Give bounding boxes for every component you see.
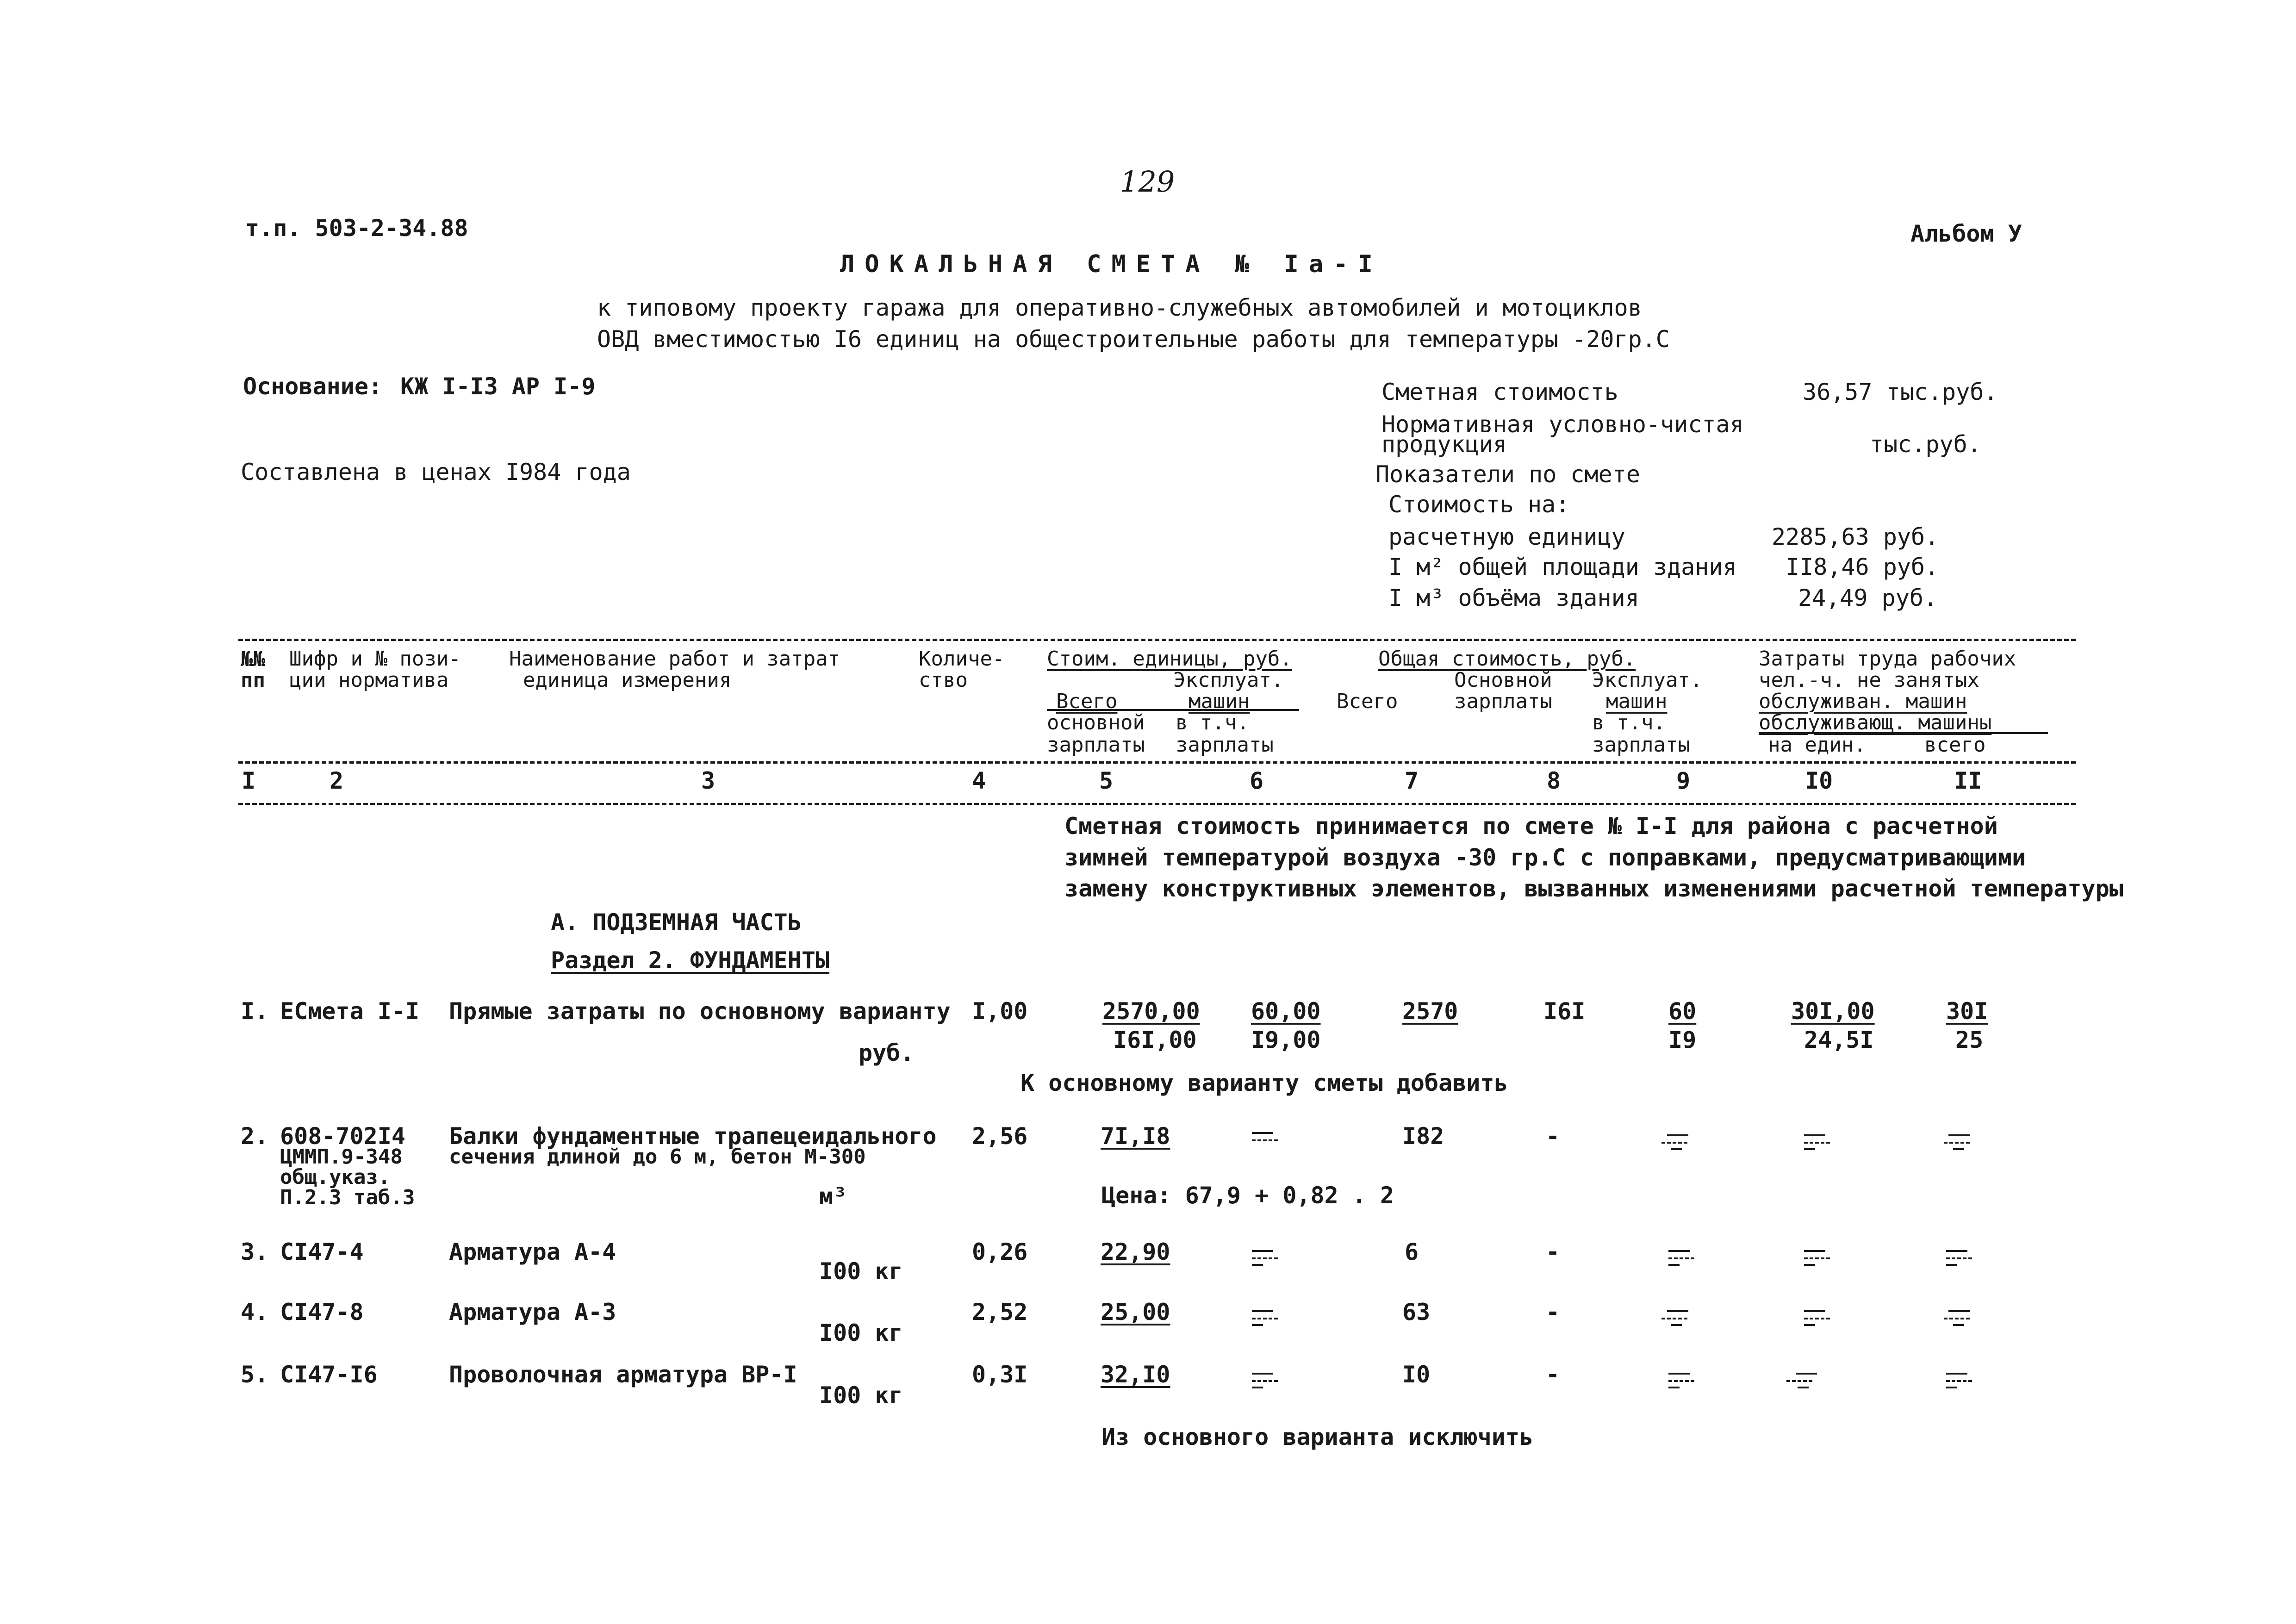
- row5-total-salary: -: [1546, 1361, 1560, 1388]
- row3-total-mach-mark: [1668, 1247, 1695, 1266]
- row2-code-4: П.2.3 таб.3: [280, 1186, 415, 1209]
- normative-line-2: продукция: [1381, 431, 1507, 458]
- row3-unit-total: 22,90: [1101, 1238, 1170, 1265]
- header-mid-rule: [238, 761, 2076, 764]
- basis-label: Основание:: [243, 373, 383, 400]
- unit-salary-header-2: зарплаты: [1047, 733, 1145, 757]
- row5-unit: I00 кг: [819, 1382, 903, 1409]
- row3-code: СI47-4: [280, 1238, 364, 1265]
- row1-unit-mach-salary: I9,00: [1251, 1027, 1321, 1053]
- part-title: А. ПОДЗЕМНАЯ ЧАСТЬ: [551, 909, 802, 936]
- row2-labor-all-mark: [1944, 1132, 1971, 1150]
- labor-header-1: Затраты труда рабочих: [1759, 647, 2016, 671]
- colnum-7: 7: [1405, 767, 1419, 794]
- row4-total-salary: -: [1546, 1299, 1560, 1325]
- row4-unit: I00 кг: [819, 1319, 903, 1346]
- cost-on-label: Стоимость на:: [1388, 491, 1570, 518]
- row3-total: 6: [1405, 1238, 1419, 1265]
- row1-labor-unit: 30I,00: [1791, 998, 1875, 1025]
- per-m2-label: I м² общей площади здания: [1388, 554, 1737, 580]
- row3-num: 3.: [241, 1238, 269, 1265]
- row3-total-salary: -: [1546, 1238, 1560, 1265]
- row3-labor-all-mark: [1946, 1247, 1973, 1266]
- row1-qty: I,00: [972, 998, 1028, 1025]
- per-m3-value: 24,49 руб.: [1798, 585, 1938, 611]
- unit-total-header: Всего: [1056, 690, 1118, 713]
- total-mach-header-4: зарплаты: [1592, 733, 1690, 757]
- col-code-header-2: ции норматива: [289, 668, 449, 692]
- colnum-10: I0: [1805, 767, 1833, 794]
- labor-all: всего: [1924, 733, 1986, 757]
- colnum-8: 8: [1547, 767, 1561, 794]
- col-qty-header-1: Количе-: [919, 647, 1005, 671]
- per-m2-value: II8,46 руб.: [1786, 554, 1939, 580]
- row1-total-mach-salary: I9: [1668, 1027, 1697, 1053]
- row2-unit-mach-mark: [1252, 1129, 1279, 1148]
- row2-total-mach-mark: [1661, 1132, 1688, 1150]
- add-note: К основному варианту сметы добавить: [1020, 1070, 1508, 1096]
- row4-unit-total: 25,00: [1101, 1299, 1170, 1325]
- basis-value: КЖ I-I3 АР I-9: [400, 373, 596, 400]
- unit-mach-header-3: в т.ч.: [1176, 711, 1249, 734]
- row1-total-mach: 60: [1668, 998, 1697, 1025]
- subtitle-line-1: к типовому проекту гаража для оперативно-служебных автомобилей и мотоциклов: [597, 294, 1642, 321]
- row2-total: I82: [1402, 1123, 1444, 1150]
- row4-qty: 2,52: [972, 1299, 1028, 1325]
- row2-code-3: общ.указ.: [280, 1165, 391, 1189]
- unit-mach-header-4: зарплаты: [1176, 733, 1274, 757]
- labor-per-unit: на един.: [1768, 733, 1866, 757]
- per-unit-value: 2285,63 руб.: [1772, 523, 1939, 550]
- labor-header-4: обслуживающ. машины: [1759, 711, 1992, 734]
- unit-salary-header-1: основной: [1047, 711, 1145, 734]
- row4-labor-all-mark: [1944, 1307, 1971, 1326]
- row4-unit-mach-mark: [1252, 1307, 1279, 1326]
- row4-name: Арматура А-3: [449, 1299, 616, 1325]
- row2-name-1: Балки фундаментные трапецеидального: [449, 1123, 937, 1150]
- total-header: Всего: [1337, 690, 1398, 713]
- row2-labor-unit-mark: [1804, 1132, 1831, 1150]
- page-number: 129: [1120, 165, 1175, 199]
- row3-name: Арматура А-4: [449, 1238, 616, 1265]
- row2-qty: 2,56: [972, 1123, 1028, 1150]
- row5-unit-total: 32,I0: [1101, 1361, 1170, 1388]
- doc-code: т.п. 503-2-34.88: [245, 215, 468, 242]
- normative-unit: тыс.руб.: [1870, 431, 1981, 458]
- row1-labor-all: 30I: [1946, 998, 1988, 1025]
- row1-total: 2570: [1402, 998, 1458, 1025]
- labor-header-2: чел.-ч. не занятых: [1759, 668, 1979, 692]
- row2-name-2: сечения длиной до 6 м, бетон М-300: [449, 1145, 866, 1169]
- prices-year: Составлена в ценах I984 года: [241, 459, 631, 485]
- per-m3-label: I м³ объёма здания: [1388, 585, 1639, 611]
- row5-total-mach-mark: [1668, 1370, 1695, 1388]
- unit-cost-header: Стоим. единицы, руб.: [1047, 647, 1292, 671]
- row1-unit-total: 2570,00: [1102, 998, 1200, 1025]
- row4-num: 4.: [241, 1299, 269, 1325]
- header-top-rule: [238, 639, 2076, 641]
- labor-sub-rule: [1759, 732, 2048, 734]
- row2-unit: м³: [819, 1183, 847, 1210]
- row4-labor-unit-mark: [1804, 1307, 1831, 1326]
- exclude-note: Из основного варианта исключить: [1101, 1424, 1534, 1450]
- row5-qty: 0,3I: [972, 1361, 1028, 1388]
- total-mach-header-2: машин: [1606, 690, 1668, 713]
- per-unit-label: расчетную единицу: [1388, 523, 1625, 550]
- total-salary-header-2: зарплаты: [1454, 690, 1552, 713]
- album-label: Альбом У: [1910, 220, 2022, 247]
- row3-qty: 0,26: [972, 1238, 1028, 1265]
- row2-num: 2.: [241, 1123, 269, 1150]
- row2-code-1: 608-702I4: [280, 1123, 405, 1150]
- colnum-6: 6: [1250, 767, 1264, 794]
- row1-labor-unit-b: 24,5I: [1804, 1027, 1874, 1053]
- row3-unit-mach-mark: [1252, 1247, 1279, 1266]
- total-mach-header-1: Эксплуат.: [1592, 668, 1703, 692]
- row2-code-2: ЦММП.9-348: [280, 1145, 403, 1169]
- row1-code: ЕСмета I-I: [280, 998, 420, 1025]
- row3-unit: I00 кг: [819, 1258, 903, 1285]
- colnum-1: I: [242, 767, 256, 794]
- row4-total: 63: [1402, 1299, 1431, 1325]
- col-qty-header-2: ство: [919, 668, 968, 692]
- total-cost-header: Общая стоимость, руб.: [1378, 647, 1636, 671]
- note-line-2: зимней температурой воздуха -30 гр.С с поправками, предусматривающими: [1064, 844, 2026, 871]
- row2-total-salary: -: [1546, 1123, 1560, 1150]
- row2-unit-total: 7I,I8: [1101, 1123, 1170, 1150]
- row5-total: I0: [1402, 1361, 1431, 1388]
- row4-code: СI47-8: [280, 1299, 364, 1325]
- note-line-1: Сметная стоимость принимается по смете № I-I для района с расчетной: [1064, 813, 1998, 840]
- row5-num: 5.: [241, 1361, 269, 1388]
- row1-unit-salary: I6I,00: [1113, 1027, 1197, 1053]
- col-code-header-1: Шифр и № пози-: [289, 647, 461, 671]
- header-bottom-rule: [238, 803, 2076, 805]
- row1-unit-mach: 60,00: [1251, 998, 1321, 1025]
- colnum-5: 5: [1099, 767, 1114, 794]
- col-num-header: №№ пп: [241, 647, 265, 692]
- unit-cost-sub-rule: [1047, 709, 1299, 711]
- labor-header-3: обслуживан. машин: [1759, 690, 1967, 713]
- indicators-label: Показатели по смете: [1375, 461, 1640, 488]
- colnum-4: 4: [972, 767, 986, 794]
- total-salary-header-1: Основной: [1454, 668, 1552, 692]
- colnum-3: 3: [701, 767, 716, 794]
- colnum-9: 9: [1676, 767, 1691, 794]
- row1-unit: руб.: [859, 1039, 915, 1066]
- colnum-2: 2: [330, 767, 344, 794]
- document-title: ЛОКАЛЬНАЯ СМЕТА № Iа-I: [840, 250, 1383, 278]
- row1-total-salary: I6I: [1543, 998, 1586, 1025]
- total-mach-header-3: в т.ч.: [1592, 711, 1666, 734]
- unit-mach-header-2: машин: [1188, 690, 1250, 713]
- row3-labor-unit-mark: [1804, 1247, 1831, 1266]
- note-line-3: замену конструктивных элементов, вызванных изменениями расчетной температуры: [1064, 875, 2123, 902]
- unit-mach-header-1: Эксплуат.: [1173, 668, 1284, 692]
- section-title: Раздел 2. ФУНДАМЕНТЫ: [551, 947, 830, 974]
- row1-num: I.: [241, 998, 269, 1025]
- colnum-11: II: [1954, 767, 1982, 794]
- row1-labor-all-b: 25: [1955, 1027, 1984, 1053]
- col-name-header-2: единица измерения: [523, 668, 732, 692]
- row5-labor-unit-mark: [1786, 1370, 1813, 1388]
- row5-code: СI47-I6: [280, 1361, 378, 1388]
- row4-total-mach-mark: [1661, 1307, 1688, 1326]
- row5-unit-mach-mark: [1252, 1370, 1279, 1388]
- subtitle-line-2: ОВД вместимостью I6 единиц на общестроительные работы для температуры -20гр.С: [597, 326, 1670, 353]
- row1-name: Прямые затраты по основному варианту: [449, 998, 951, 1025]
- cost-label: Сметная стоимость: [1381, 379, 1618, 405]
- cost-value: 36,57 тыс.руб.: [1803, 379, 1998, 405]
- normative-line-1: Нормативная условно-чистая: [1381, 411, 1744, 438]
- row5-name: Проволочная арматура ВР-I: [449, 1361, 797, 1388]
- col-name-header-1: Наименование работ и затрат: [509, 647, 840, 671]
- row2-price: Цена: 67,9 + 0,82 . 2: [1101, 1182, 1394, 1209]
- row5-labor-all-mark: [1946, 1370, 1973, 1388]
